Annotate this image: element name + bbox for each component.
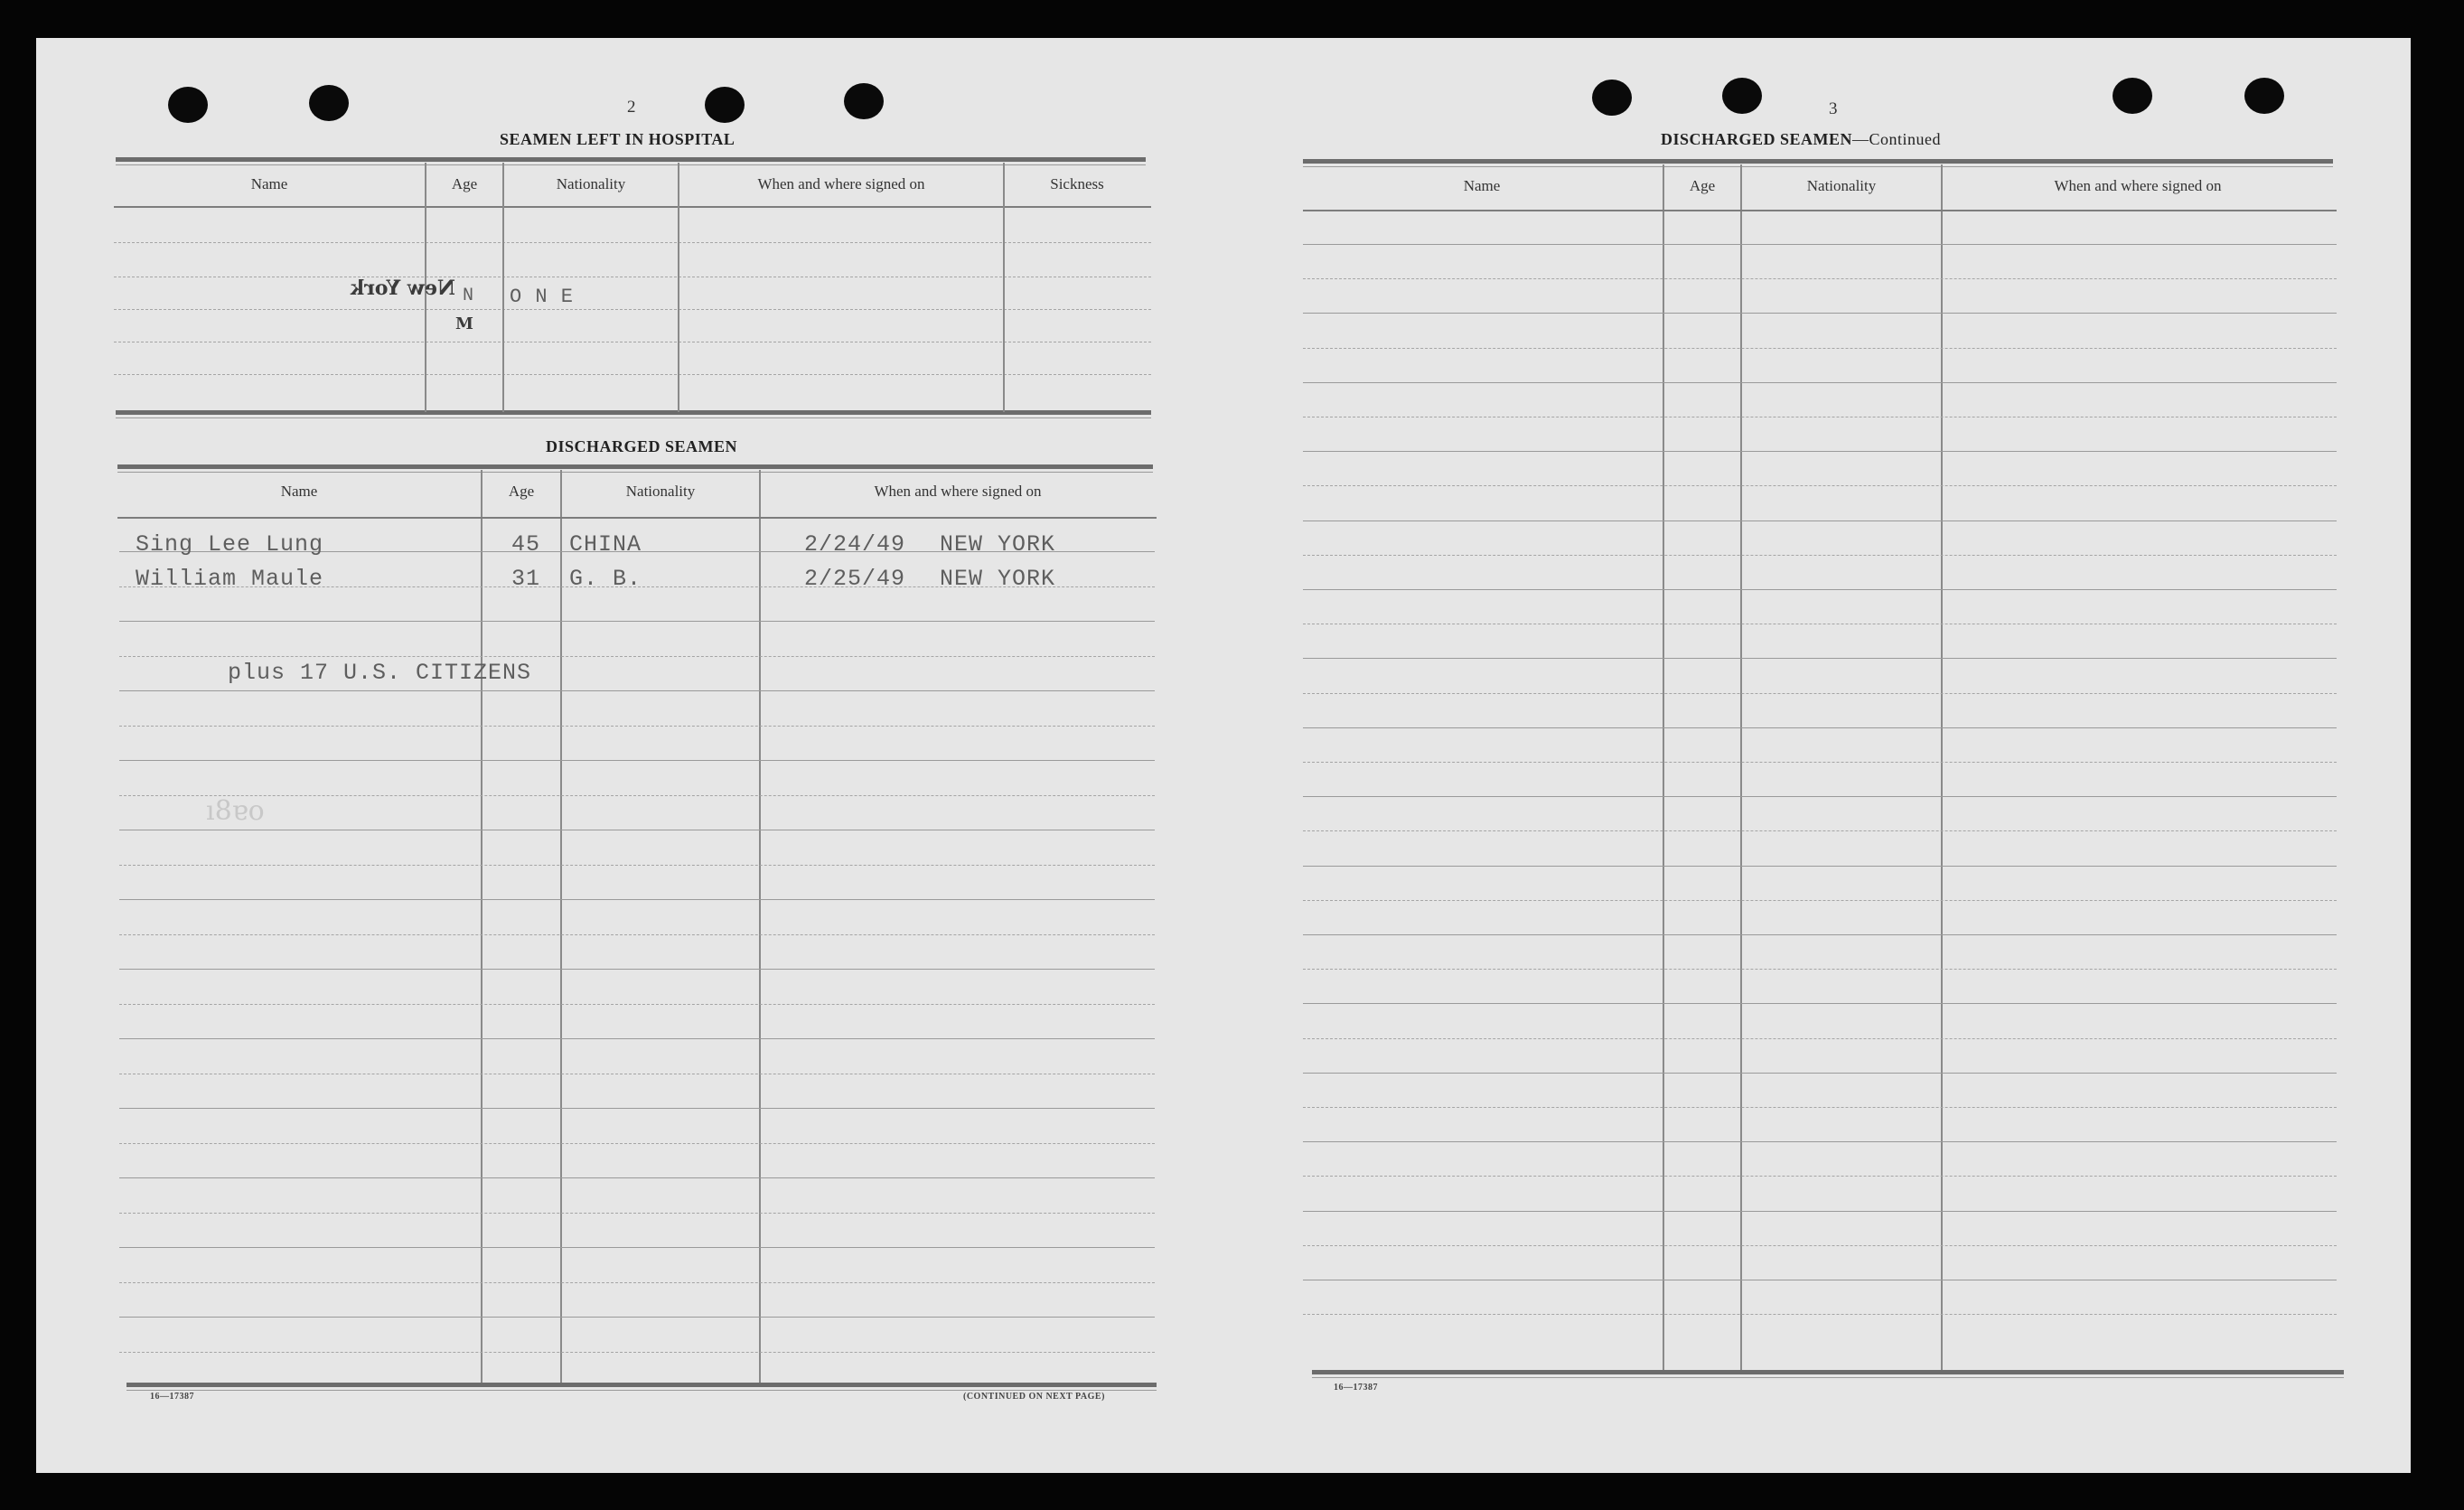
seaman-2-place: NEW YORK	[940, 566, 1056, 592]
discharged-rule-3	[119, 621, 1155, 622]
discharged-col-name: Name	[280, 483, 318, 500]
mirrored-stamp-new-york: New York	[351, 277, 456, 300]
discharged-rule-22	[119, 1282, 1155, 1283]
continued-rule-1	[1303, 244, 2337, 245]
seaman-2-date: 2/25/49	[804, 566, 906, 592]
continued-rule-11	[1303, 589, 2337, 590]
continued-rule-24	[1303, 1038, 2337, 1039]
seaman-1-place: NEW YORK	[940, 531, 1056, 558]
discharged-continued-main: DISCHARGED SEAMEN	[1661, 130, 1853, 148]
hospital-col-sickness: Sickness	[1050, 175, 1104, 192]
continued-rule-29	[1303, 1211, 2337, 1212]
punch-hole-1	[168, 87, 208, 123]
discharged-rule-13	[119, 969, 1155, 970]
discharged-rule-8	[119, 795, 1155, 796]
continued-rule-28	[1303, 1176, 2337, 1177]
discharged-col-signed-on: When and where signed on	[874, 483, 1042, 500]
right-bottom-rule	[1312, 1370, 2344, 1374]
continued-rule-3	[1303, 313, 2337, 314]
seaman-1-nationality: CHINA	[569, 531, 642, 558]
right-col-signed-on: When and where signed on	[2054, 177, 2222, 194]
discharged-rule-7	[119, 760, 1155, 761]
continued-label: (CONTINUED ON NEXT PAGE)	[963, 1392, 1105, 1402]
form-code-right: 16—17387	[1334, 1383, 1378, 1393]
continued-rule-17	[1303, 796, 2337, 797]
continued-rule-21	[1303, 934, 2337, 935]
continued-rule-14	[1303, 693, 2337, 694]
page-number-left: 2	[627, 98, 636, 117]
right-col-name: Name	[1463, 177, 1501, 194]
discharged-rule-4	[119, 656, 1155, 657]
continued-rule-10	[1303, 555, 2337, 556]
continued-rule-32	[1303, 1314, 2337, 1315]
discharged-rule-21	[119, 1247, 1155, 1248]
citizens-note: plus 17 U.S. CITIZENS	[228, 660, 532, 686]
continued-rule-15	[1303, 727, 2337, 728]
hospital-col-age: Age	[451, 175, 478, 192]
continued-rule-18	[1303, 830, 2337, 831]
punch-hole-8	[2244, 78, 2284, 114]
discharged-rule-11	[119, 899, 1155, 900]
punch-hole-3	[705, 87, 745, 123]
seaman-1-name: Sing Lee Lung	[136, 531, 324, 558]
continued-rule-16	[1303, 762, 2337, 763]
right-col-age: Age	[1689, 177, 1716, 194]
discharged-rule-6	[119, 726, 1155, 727]
discharged-rule-24	[119, 1352, 1155, 1353]
punch-hole-2	[309, 85, 349, 121]
punch-hole-4	[844, 83, 884, 119]
page-number-right: 3	[1829, 99, 1838, 118]
discharged-rule-10	[119, 865, 1155, 866]
seaman-2-nationality: G. B.	[569, 566, 642, 592]
hospital-col-signed-on: When and where signed on	[757, 175, 925, 192]
discharged-rule-23	[119, 1317, 1155, 1318]
faint-bleed-mark: ı8ɐo	[206, 795, 265, 827]
right-col-nationality: Nationality	[1806, 177, 1877, 194]
continued-rule-13	[1303, 658, 2337, 659]
continued-rule-4	[1303, 348, 2337, 349]
discharged-continued-suffix: —Continued	[1852, 130, 1942, 148]
continued-rule-27	[1303, 1141, 2337, 1142]
hospital-bottom-rule	[116, 410, 1151, 415]
discharged-rule-15	[119, 1038, 1155, 1039]
discharged-rule-20	[119, 1213, 1155, 1214]
punch-hole-7	[2113, 78, 2152, 114]
hospital-entry-none: O N E	[510, 286, 575, 308]
discharged-rule-5	[119, 690, 1155, 691]
discharged-rule-14	[119, 1004, 1155, 1005]
right-top-rule	[1303, 159, 2333, 164]
seaman-1-date: 2/24/49	[804, 531, 906, 558]
discharged-rule-19	[119, 1177, 1155, 1178]
discharged-rule-18	[119, 1143, 1155, 1144]
hospital-entry-m: M	[455, 314, 473, 333]
hospital-top-rule	[116, 157, 1146, 162]
hospital-entry-n: N	[463, 286, 475, 306]
continued-rule-22	[1303, 969, 2337, 970]
continued-rule-7	[1303, 451, 2337, 452]
hospital-col-nationality: Nationality	[556, 175, 626, 192]
hospital-section-title: SEAMEN LEFT IN HOSPITAL	[500, 130, 735, 148]
discharged-col-age: Age	[508, 483, 535, 500]
continued-rule-30	[1303, 1245, 2337, 1246]
continued-rule-5	[1303, 382, 2337, 383]
seaman-2-age: 31	[511, 566, 541, 592]
continued-rule-8	[1303, 485, 2337, 486]
punch-hole-6	[1722, 78, 1762, 114]
continued-rule-20	[1303, 900, 2337, 901]
continued-rule-25	[1303, 1073, 2337, 1074]
punch-hole-5	[1592, 80, 1632, 116]
continued-rule-19	[1303, 866, 2337, 867]
discharged-bottom-rule	[126, 1383, 1157, 1387]
discharged-top-rule	[117, 464, 1153, 469]
hospital-col-name: Name	[250, 175, 288, 192]
continued-rule-2	[1303, 278, 2337, 279]
discharged-continued-title	[1661, 130, 1941, 149]
document-sheet	[36, 38, 2411, 1473]
seaman-2-name: William Maule	[136, 566, 324, 592]
discharged-section-title: DISCHARGED SEAMEN	[546, 437, 738, 455]
discharged-rule-17	[119, 1108, 1155, 1109]
seaman-1-age: 45	[511, 531, 541, 558]
discharged-rule-12	[119, 934, 1155, 935]
discharged-col-nationality: Nationality	[625, 483, 696, 500]
continued-rule-26	[1303, 1107, 2337, 1108]
continued-rule-23	[1303, 1003, 2337, 1004]
form-code-left: 16—17387	[150, 1392, 194, 1402]
